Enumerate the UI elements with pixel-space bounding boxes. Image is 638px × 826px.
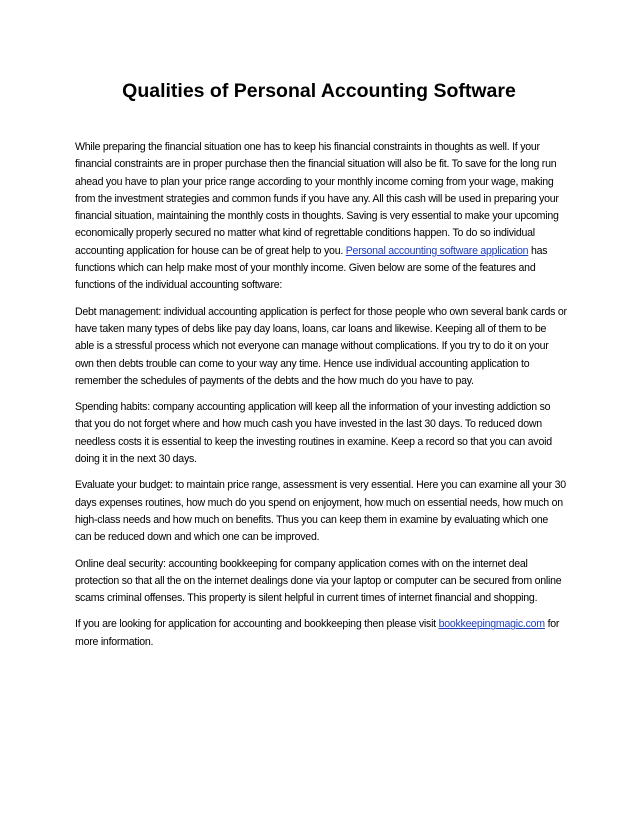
page-title: Qualities of Personal Accounting Software: [122, 80, 516, 102]
paragraph-closing-text-start: If you are looking for application for accounting and bookkeeping then please visit: [75, 618, 439, 631]
paragraph-evaluate-budget: Evaluate your budget: to maintain price range, assessment is very essential. Here you can examine all your 30 days expenses routines, how much do you spend on enjoyment, how much on essential needs, how much on high-class needs and how much on benefits. Thus you can keep them in examine by evaluating which one can be reduced down and which one can be improved.: [75, 479, 566, 544]
paragraph-intro-text-end: has functions which can help make most of your monthly income. Given below are some of the features and functions of the individual accounting software:: [75, 244, 548, 292]
paragraph-intro: [75, 139, 567, 295]
paragraph-spending-habits: Spending habits: company accounting application will keep all the information of your investing addiction so that you do not forget where and how much cash you have invested in the last 30 days. To reduced down needless costs it is essential to keep the investing routines in examine. Keep a record so that you can avoid doing it in the next 30 days.: [75, 401, 552, 466]
paragraph-debt-management: Debt management: individual accounting application is perfect for those people who own several bank cards or have taken many types of debs like pay day loans, loans, car loans and likewise. Keeping all of them to be able is a stressful process which not everyone can manage without complications. If you try to do it on your own then debts trouble can come to your way any time. Hence use individual accounting application to remember the schedules of payments of the debts and the how much do you have to pay.: [75, 305, 567, 387]
paragraph-closing: [75, 616, 567, 651]
paragraph-intro-text-start: While preparing the financial situation one has to keep his financial constraints in thoughts as well. If your financial constraints are in proper purchase then the financial situation will also be fit. To save for the long run ahead you have to plan your price range according to your monthly income coming from your wage, making from the investment strategies and common funds if you have any. All this cash will be used in preparing your financial situation, maintaining the monthly costs in thoughts. Saving is very essential to make your upcoming economically properly secured no matter what kind of regrettable conditions happen. To do so individual accounting application for house can be of great help to you.: [75, 141, 559, 257]
paragraph-online-deal-security: Online deal security: accounting bookkeeping for company application comes with on the internet deal protection so that all the on the internet dealings done via your laptop or computer can be secured from online scams criminal offenses. This property is silent helpful in current times of internet financial and shopping.: [75, 557, 562, 605]
paragraph-closing-text-end: for more information.: [75, 618, 560, 648]
personal-accounting-software-link[interactable]: Personal accounting software application: [345, 244, 529, 257]
document-body: [75, 139, 567, 660]
bookkeepingmagic-link[interactable]: bookkeepingmagic.com: [438, 618, 545, 631]
